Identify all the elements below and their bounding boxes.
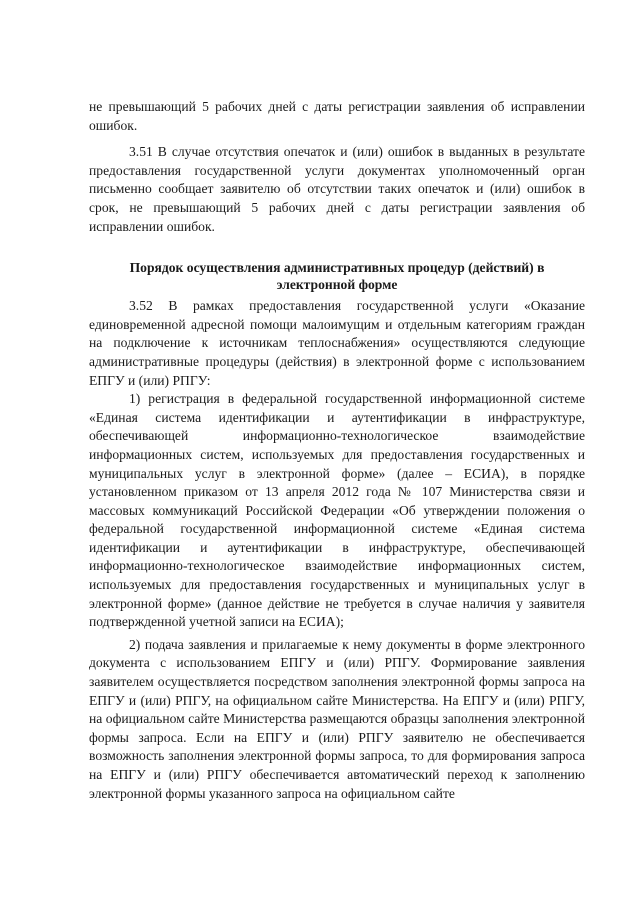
paragraph-3-52: 3.52 В рамках предоставления государственной услуги «Оказание единовременной адресной помощи малоимущим и отдельным категориям граждан на подключение к источникам теплоснабжения» осуществляются следующие административные процедуры (действия) в электронной форме с использованием ЕПГУ и (или) РПГУ:	[89, 298, 585, 388]
paragraph-continuation: не превышающий 5 рабочих дней с даты регистрации заявления об исправлении ошибок.	[89, 99, 585, 133]
paragraph-3-51: 3.51 В случае отсутствия опечаток и (или) ошибок в выданных в результате предоставления государственной услуги документах уполномоченный орган письменно сообщает заявителю об отсутствии таких опечаток и (или) ошибок в срок, не превышающий 5 рабочих дней с даты регистрации заявления об исправлении ошибок.	[89, 144, 585, 234]
document-body	[89, 98, 585, 803]
list-item-2: 2) подача заявления и прилагаемые к нему документы в форме электронного документа с использованием ЕПГУ и (или) РПГУ. Формирование заявления заявителем осуществляется посредством заполнения электронной формы запроса на ЕПГУ и (или) РПГУ, на официальном сайте Министерства. На ЕПГУ и (или) РПГУ, на официальном сайте Министерства размещаются образцы заполнения электронной формы запроса. Если на ЕПГУ и (или) РПГУ заявителю не обеспечивается возможность заполнения электронной формы запроса, то для формирования запроса на ЕПГУ и (или) РПГУ обеспечивается автоматический переход к заполнению электронной формы указанного запроса на официальном сайте	[89, 636, 585, 801]
section-heading	[89, 259, 585, 293]
section-heading-line-2: электронной форме	[276, 277, 398, 293]
section-heading-line-1: Порядок осуществления административных процедур (действий) в	[129, 260, 545, 276]
list-item-1: 1) регистрация в федеральной государственной информационной системе «Единая система идентификации и аутентификации в инфраструктуре, обеспечивающей информационно-технологическое взаимодействие информационных систем, используемых для предоставления государственных и муниципальных услуг в электронной форме» (далее – ЕСИА), в порядке установленном приказом от 13 апреля 2012 года № 107 Министерства связи и массовых коммуникаций Российской Федерации «Об утверждении положения о федеральной государственной информационной системе «Единая система идентификации и аутентификации в инфраструктуре, обеспечивающей информационно-технологическое взаимодействие информационных систем, используемых для предоставления государственных и муниципальных услуг в электронной форме» (данное действие не требуется в случае наличия у заявителя подтвержденной учетной записи на ЕСИА);	[89, 391, 585, 630]
